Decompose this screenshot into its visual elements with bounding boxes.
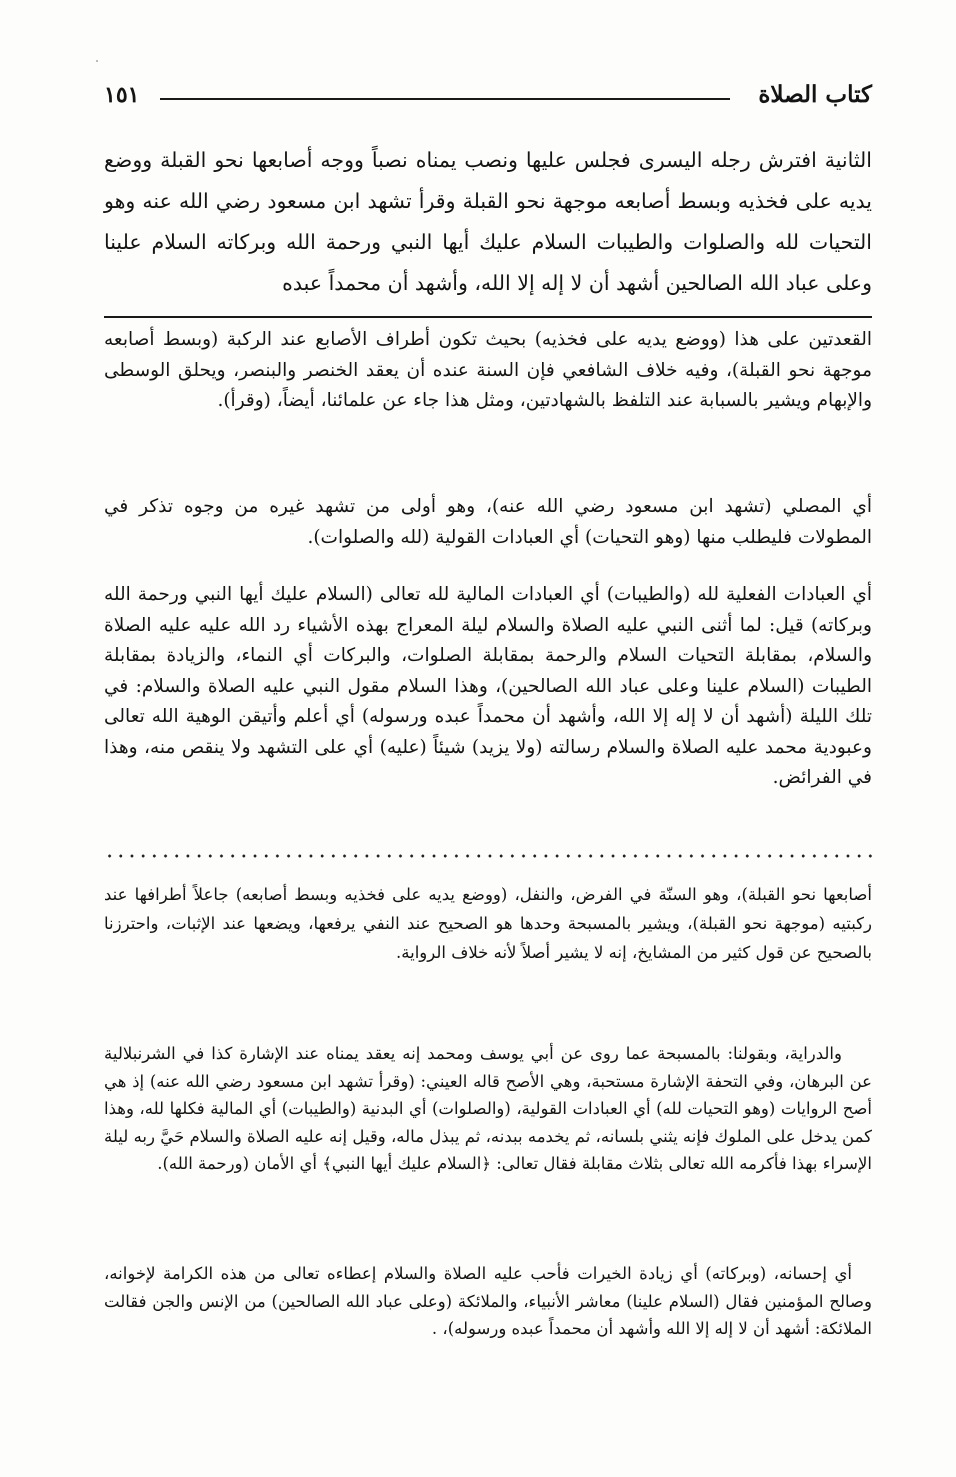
commentary-1-paragraph-2: أي المصلي (تشهد ابن مسعود رضي الله عنه)، وهو أولى من تشهد غيره من وجوه تذكر في المطولات فليطلب منها (وهو التحيات) أي العبادات القولية (لله والصلوات). <box>104 496 872 548</box>
scan-speck <box>96 60 98 62</box>
commentary-1-paragraph-3: أي العبادات الفعلية لله (والطيبات) أي العبادات المالية لله تعالى (السلام عليك أيها النبي ورحمة الله وبركاته) قيل: لما أثنى النبي عليه الصلاة والسلام ليلة المعراج بهذه الأشياء رد الله عليه عليه الصلاة والسلام، بمقابلة التحيات السلام والرحمة بمقابلة الصلوات، والبركات أي النماء، والزيادة بمقابلة الطيبات (السلام علينا وعلى عباد الله الصالحين)، وهذا السلام مقول النبي عليه الصلاة والسلام: في تلك الليلة (أشهد أن لا إله إلا الله، وأشهد أن محمداً عبده ورسوله) أي أعلم وأتيقن الوهية الله تعالى وعبودية محمد عليه الصلاة والسلام رسالته (ولا يزيد) شيئاً (عليه) أي على التشهد ولا ينقص منه، وهذا في الفرائض. <box>104 584 872 788</box>
running-header <box>104 78 872 118</box>
commentary-2-paragraph-2-wrapper <box>104 1040 872 1178</box>
commentary-1-paragraph-1: القعدتين على هذا (ووضع يديه على فخذيه) بحيث تكون أطراف الأصابع عند الركبة (وبسط أصابعه موجهة نحو القبلة)، وفيه خلاف الشافعي فإن السنة عنده أن يعقد الخنصر والبنصر، ويحلق الوسطى والإبهام ويشير بالسبابة عند التلفظ بالشهادتين، ومثل هذا جاء عن علمائنا، أيضاً، (وقرأ). <box>104 329 872 411</box>
commentary-2-paragraph-1: أصابعها نحو القبلة)، وهو السنّة في الفرض، والنفل، (ووضع يديه على فخذيه وبسط أصابعه) جاعلاً أطرافها عند ركبتيه (موجهة نحو القبلة)، ويشير بالمسبحة وحدها هو الصحيح عند النفي يرفعها، ويضعها عند الإثبات، واحترزنا بالصحيح عن قول كثير من المشايخ، إنه لا يشير أصلاً لأنه خلاف الرواية. <box>104 885 872 962</box>
commentary-2-paragraph-3-wrapper <box>104 1260 872 1343</box>
header-rule <box>160 98 730 100</box>
chapter-title: كتاب الصلاة <box>758 81 872 108</box>
dotted-separator <box>104 853 872 859</box>
matn-separator-rule <box>104 316 872 318</box>
commentary-2-paragraph-2: والدراية، وبقولنا: بالمسبحة عما روى عن أبي يوسف ومحمد إنه يعقد يمناه عند الإشارة كذا في الشرنبلالية عن البرهان، وفي التحفة الإشارة مستحبة، وهي الأصح قاله العيني: (وقرأ تشهد ابن مسعود رضي الله عنه) إذ هي أصح الروايات (وهو التحيات لله) أي العبادات القولية، (والصلوات) أي البدنية (والطيبات) أي المالية فكلها لله، وهذا كمن يدخل على الملوك فإنه يثني بلسانه، ثم يخدمه ببدنه، ثم يبذل ماله، وقيل إنه عليه الصلاة والسلام حَيَّ ربه ليلة الإسراء بهذا فأكرمه الله تعالى بثلاث مقابلة فقال تعالى: ﴿السلام عليك أيها النبي﴾ أي الأمان (ورحمة الله). <box>104 1044 872 1173</box>
commentary-2-paragraph-3: أي إحسانه، (وبركاته) أي زيادة الخيرات فأحب عليه الصلاة والسلام إعطاءه تعالى من هذه الكرامة لإخوانه، وصالح المؤمنين فقال (السلام علينا) معاشر الأنبياء، والملائكة (وعلى عباد الله الصالحين) من الإنس والجن فقالت الملائكة: أشهد أن لا إله إلا الله وأشهد أن محمداً عبده ورسوله)، . <box>104 1264 872 1338</box>
matn-text: الثانية افترش رجله اليسرى فجلس عليها ونصب يمناه نصباً ووجه أصابعها نحو القبلة ووضع يديه على فخذيه وبسط أصابعه موجهة نحو القبلة وقرأ تشهد ابن مسعود رضي الله عنه وهو التحيات لله والصلوات والطيبات السلام عليك أيها النبي ورحمة الله وبركاته السلام علينا وعلى عباد الله الصالحين أشهد أن لا إله إلا الله، وأشهد أن محمداً عبده <box>104 148 872 295</box>
page-number: ١٥١ <box>104 82 140 108</box>
